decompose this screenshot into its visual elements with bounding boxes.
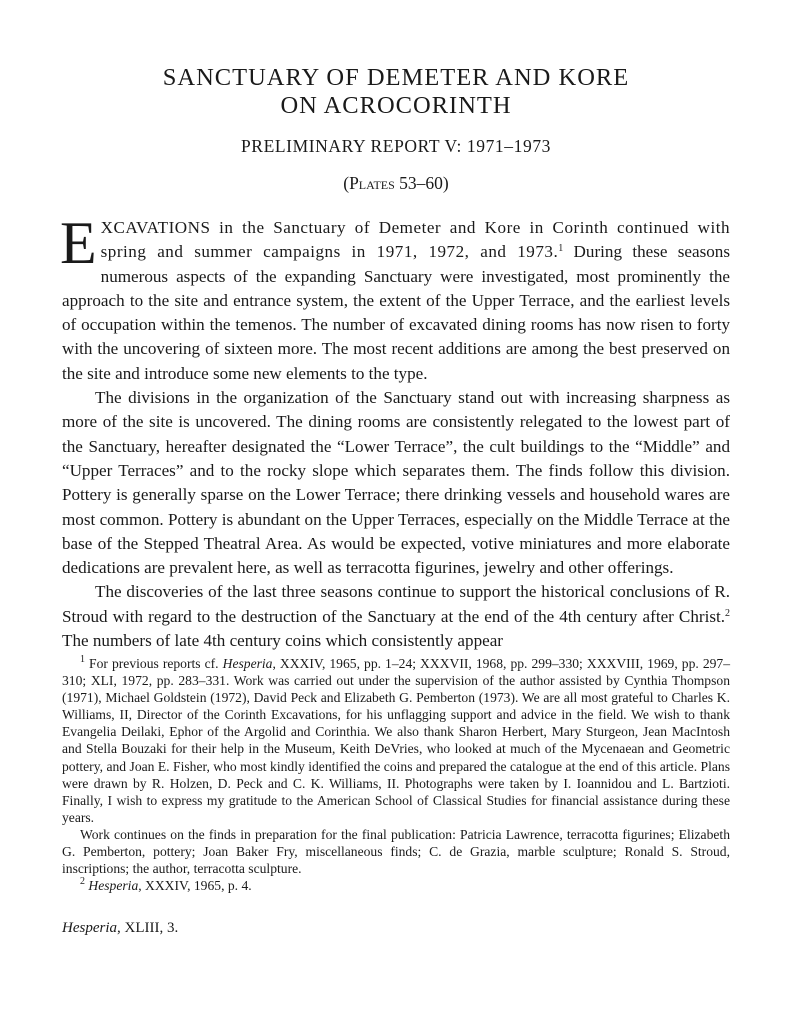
plates-label: Plates xyxy=(349,173,395,193)
plates-open: ( xyxy=(343,173,350,193)
footnote-1-pre: For previous reports cf. xyxy=(85,656,223,671)
paragraph-3-lead: The discoveries of the last three seasons continue to support the historical conclusions of R. Stroud with regard to the destruction of the Sanctuary at the end of the 4th century after Christ. xyxy=(62,582,730,626)
paragraph-1-rest: During these seasons numerous aspects of the expanding Sanctuary were investigated, most prominently the approach to the site and entrance system, the extent of the Upper Terrace, and the earliest levels of occupation within the temenos. The number of excavated dining rooms has now risen to forty with the uncovering of sixteen more. The most recent additions are among the best preserved on the site and introduce some new elements to the type. xyxy=(62,242,730,383)
footnote-2-number: 2 xyxy=(80,876,85,888)
plates-range: 53–60) xyxy=(394,173,449,193)
paragraph-3-rest: The numbers of late 4th century coins which consistently appear xyxy=(62,631,503,651)
footnotes xyxy=(62,655,730,894)
article-title-line-1: SANCTUARY OF DEMETER AND KORE xyxy=(162,64,630,91)
footnote-1-continued: Work continues on the finds in preparation for the final publication: Patricia Lawrence, terracotta figurines; Elizabeth G. Pemberton, pottery; Joan Baker Fry, miscellaneous finds; C. de Grazia, marble sculpture; Ronald S. Stroud, inscriptions; the author, terracotta sculpture. xyxy=(62,826,730,877)
paragraph-3 xyxy=(62,580,730,653)
article-title-line-2: ON ACROCORINTH xyxy=(280,92,512,119)
plates-reference xyxy=(0,173,792,194)
paragraph-1 xyxy=(60,210,730,386)
footer-issue: , XLIII, 3. xyxy=(117,920,179,936)
footer-journal: Hesperia xyxy=(62,920,117,936)
footnote-2 xyxy=(62,877,730,894)
article-subtitle: PRELIMINARY REPORT V: 1971–1973 xyxy=(240,136,552,156)
footnote-2-journal: Hesperia xyxy=(88,878,139,894)
journal-footer xyxy=(62,920,178,937)
paragraph-2: The divisions in the organization of the Sanctuary stand out with increasing sharpness as more of the site is uncovered. The dining rooms are consistently relegated to the lowest part of the Sanctuary, hereafter designated the “Lower Terrace”, the cult buildings to the “Middle” and “Upper Terraces” and to the rocky slope which separates them. The finds follow this division. Pottery is generally sparse on the Lower Terrace; there drinking vessels and household wares are most common. Pottery is abundant on the Upper Terraces, especially on the Middle Terrace at the base of the Stepped Theatral Area. As would be expected, votive miniatures and more elaborate dedications are prevalent here, as well as terracotta figurines, jewelry and other offerings. xyxy=(62,388,730,578)
footnote-1-journal: Hesperia xyxy=(222,656,273,671)
footnote-2-text: , XXXIV, 1965, p. 4. xyxy=(138,878,252,894)
footnote-ref-1: 1 xyxy=(558,243,564,255)
footnote-ref-2: 2 xyxy=(725,607,730,619)
paragraph-1-lead: XCAVATIONS in the Sanctuary of Demeter and Kore in Corinth continued with spring and summer campaigns in 1971, 1972, and 1973. xyxy=(100,218,730,262)
footnote-1-number: 1 xyxy=(80,654,85,665)
footnote-1 xyxy=(62,655,730,826)
drop-cap: E xyxy=(60,210,97,276)
body-text xyxy=(60,210,730,653)
footnote-1-text: , XXXIV, 1965, pp. 1–24; XXXVII, 1968, pp. 299–330; XXXVIII, 1969, pp. 297–310; XLI, 1972, pp. 283–331. Work was carried out under the supervision of the author assisted by Cynthia Thompson (1971), Michael Goldstein (1972), David Peck and Elizabeth G. Pemberton (1973). We are all most grateful to Charles K. Williams, II, Director of the Corinth Excavations, for his unflagging support and advice in the field. We wish to thank Evangelia Deilaki, Ephor of the Argolid and Corinthia. We also thank Sharon Herbert, Mary Sturgeon, Jean MacIntosh and Stella Bouzaki for their help in the Museum, Keith DeVries, who looked at much of the Mycenaean and Geometric pottery, and Joan E. Fisher, who most kindly identified the coins and prepared the catalogue at the end of this article. Plans were drawn by R. Holzen, D. Peck and C. K. Williams, II. Photographs were taken by I. Ioannidou and L. Bartzioti. Finally, I wish to express my gratitude to the American School of Classical Studies for financial assistance during these years. xyxy=(62,656,731,825)
